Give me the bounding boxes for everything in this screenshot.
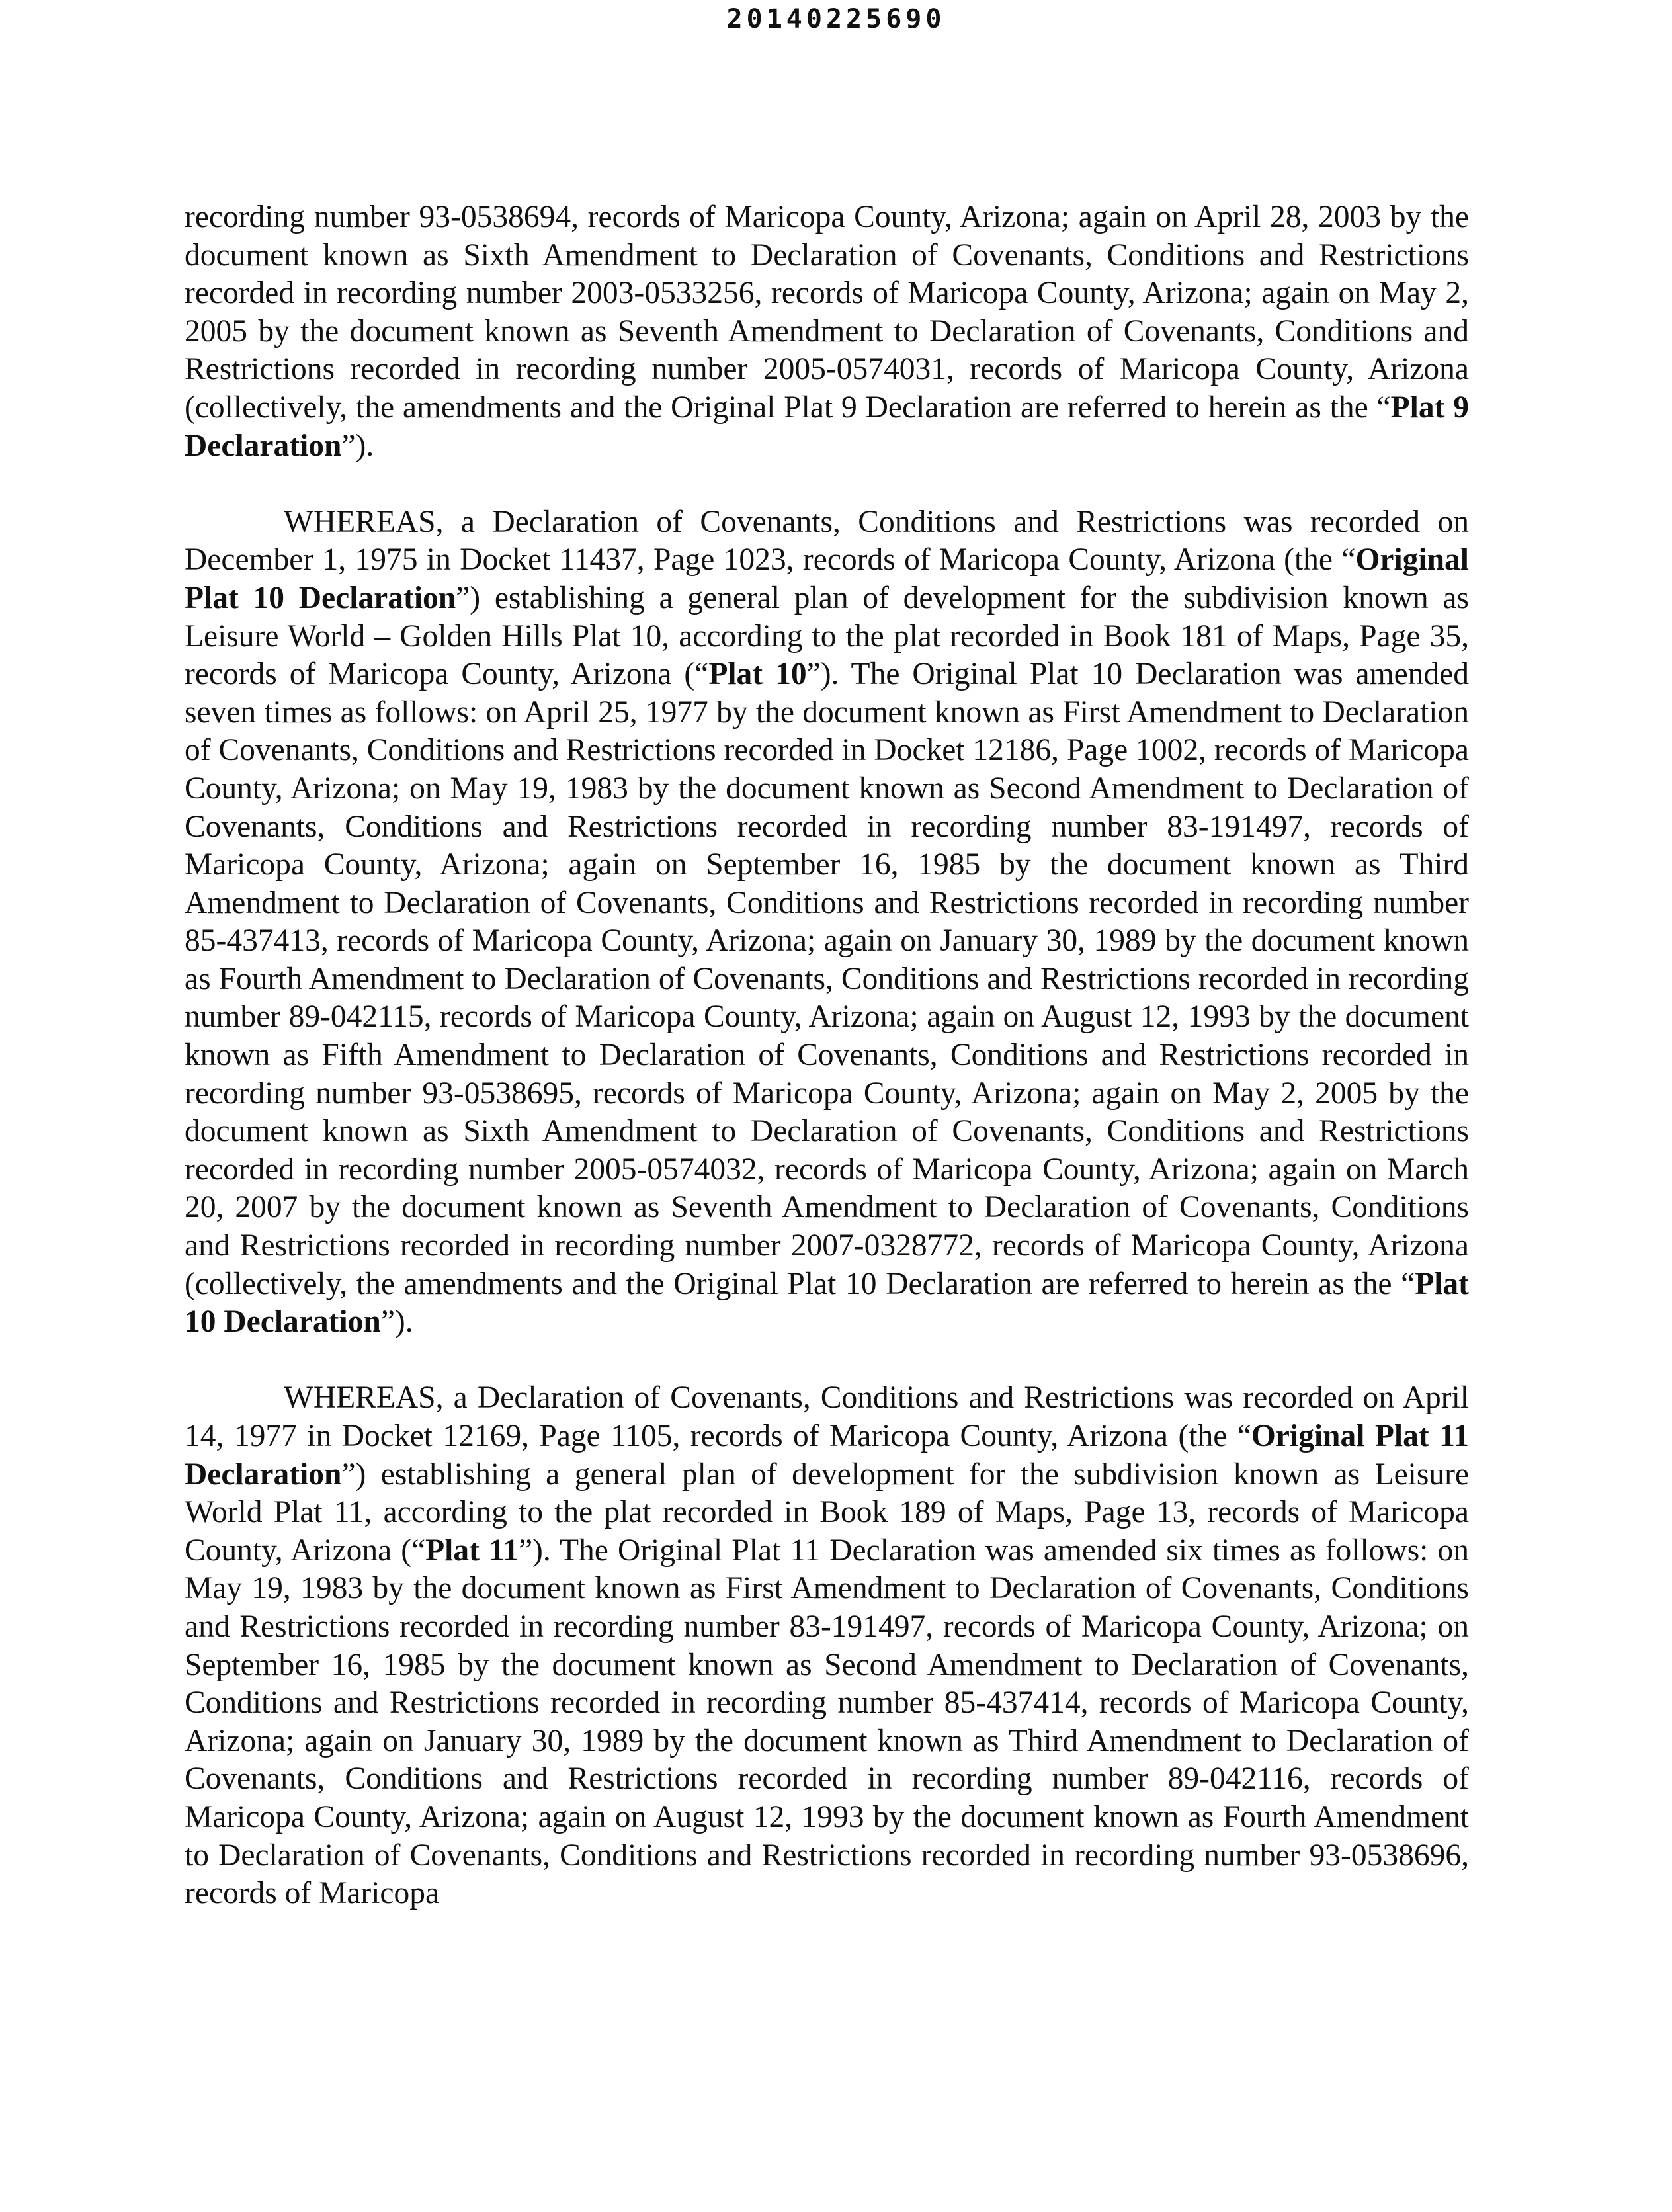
defined-term-plat-10: Plat 10 [708,657,807,692]
defined-term-plat-9-declaration: Plat 9 Declaration [185,390,1470,463]
document-body [185,198,1469,1913]
defined-term-original-plat-11-declaration: Original Plat 11 Declaration [185,1419,1469,1492]
defined-term-plat-10-declaration: Plat 10 Declaration [185,1266,1469,1340]
paragraph-text: ”). The Original Plat 10 Declaration was amended seven times as follows: on April 25, 1977 by the document known as First Amendment to Declaration of Covenants, Conditions and Restrictions recorded in Docket 12186, Page 1002, records of Maricopa County, Arizona; on May 19, 1983 by the document known as Second Amendment to Declaration of Covenants, Conditions and Restrictions recorded in recording number 83-191497, records of Maricopa County, Arizona; again on September 16, 1985 by the document known as Third Amendment to Declaration of Covenants, Conditions and Restrictions recorded in recording number 85-437413, records of Maricopa County, Arizona; again on January 30, 1989 by the document known as Fourth Amendment to Declaration of Covenants, Conditions and Restrictions recorded in recording number 89-042115, records of Maricopa County, Arizona; again on August 12, 1993 by the document known as Fifth Amendment to Declaration of Covenants, Conditions and Restrictions recorded in recording number 93-0538695, records of Maricopa County, Arizona; again on May 2, 2005 by the document known as Sixth Amendment to Declaration of Covenants, Conditions and Restrictions recorded in recording number 2005-0574032, records of Maricopa County, Arizona; again on March 20, 2007 by the document known as Seventh Amendment to Declaration of Covenants, Conditions and Restrictions recorded in recording number 2007-0328772, records of Maricopa County, Arizona (collectively, the amendments and the Original Plat 10 Declaration are referred to herein as the “ [185,657,1469,1301]
paragraph-text: ”) establishing a general plan of development for the subdivision known as Leisure World Plat 11, according to the plat recorded in Book 189 of Maps, Page 13, records of Maricopa County, Arizona (“ [185,1457,1469,1568]
paragraph-plat-11-recital [185,1379,1469,1912]
paragraph-text: WHEREAS, a Declaration of Covenants, Conditions and Restrictions was recorded on December 1, 1975 in Docket 11437, Page 1023, records of Maricopa County, Arizona (the “ [185,504,1469,577]
paragraph-text: ”). The Original Plat 11 Declaration was amended six times as follows: on May 19, 1983 by the document known as First Amendment to Declaration of Covenants, Conditions and Restrictions recorded in recording number 83-191497, records of Maricopa County, Arizona; on September 16, 1985 by the document known as Second Amendment to Declaration of Covenants, Conditions and Restrictions recorded in recording number 85-437414, records of Maricopa County, Arizona; again on January 30, 1989 by the document known as Third Amendment to Declaration of Covenants, Conditions and Restrictions recorded in recording number 89-042116, records of Maricopa County, Arizona; again on August 12, 1993 by the document known as Fourth Amendment to Declaration of Covenants, Conditions and Restrictions recorded in recording number 93-0538696, records of Maricopa [185,1533,1469,1911]
paragraph-text: ”). [380,1304,413,1340]
paragraph-text: recording number 93-0538694, records of Maricopa County, Arizona; again on April 28, 2003 by the document known as Sixth Amendment to Declaration of Covenants, Conditions and Restrictions recorded in recording number 2003-0533256, records of Maricopa County, Arizona; again on May 2, 2005 by the document known as Seventh Amendment to Declaration of Covenants, Conditions and Restrictions recorded in recording number 2005-0574031, records of Maricopa County, Arizona (collectively, the amendments and the Original Plat 9 Declaration are referred to herein as the “ [185,200,1469,425]
paragraph-text: ”). [341,428,374,463]
defined-term-original-plat-10-declaration: Original Plat 10 Declaration [185,542,1469,615]
defined-term-plat-11: Plat 11 [425,1533,519,1568]
paragraph-plat-9-continuation [185,198,1469,465]
paragraph-text: ”) establishing a general plan of development for the subdivision known as Leisure World – Golden Hills Plat 10, according to the plat recorded in Book 181 of Maps, Page 35, records of Maricopa County, Arizona (“ [185,580,1469,692]
paragraph-text: WHEREAS, a Declaration of Covenants, Conditions and Restrictions was recorded on April 14, 1977 in Docket 12169, Page 1105, records of Maricopa County, Arizona (the “ [185,1381,1469,1453]
paragraph-plat-10-recital [185,503,1469,1341]
document-number: 20140225690 [726,4,946,34]
